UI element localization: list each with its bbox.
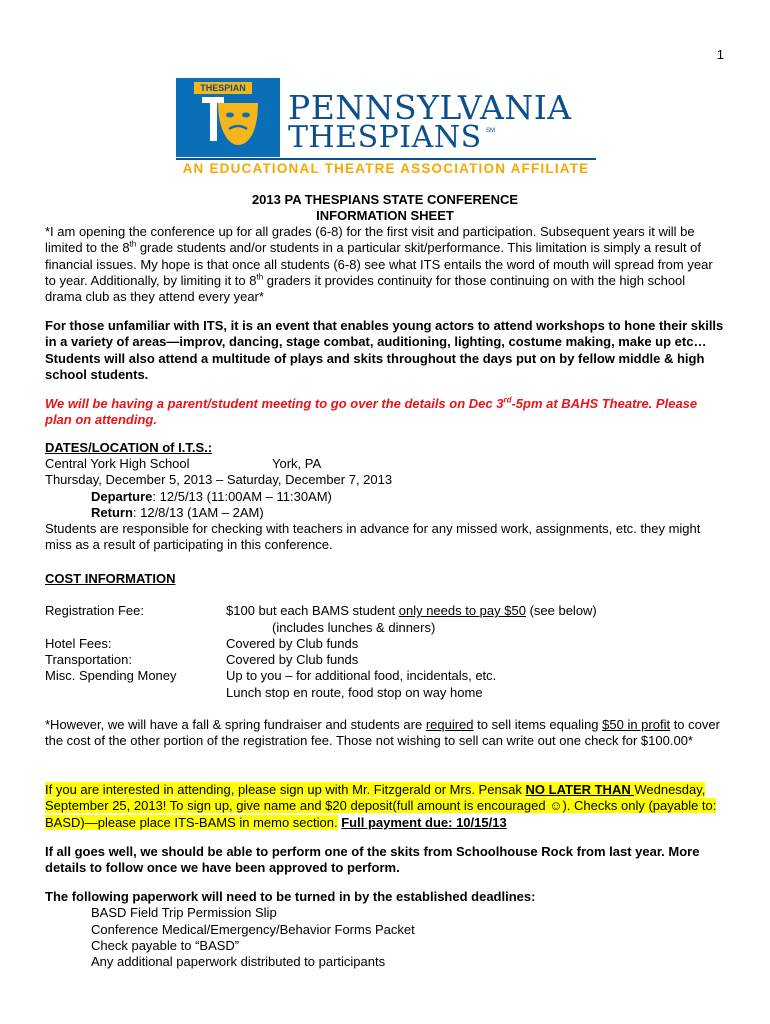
its-description-paragraph: For those unfamiliar with ITS, it is an event that enables young actors to attend workshops to hone their skills in a variety of areas—improv, dancing, stage combat, auditioning, lighting, costume making, make up etc… Students will also attend a multitude of plays and skits throughout the days put on by fellow middle & high school students. bbox=[45, 318, 724, 382]
pennsylvania-thespians-logo bbox=[176, 78, 596, 178]
intro-paragraph: *I am opening the conference up for all grades (6-8) for the first visit and participation. Subsequent years it will be limited to the 8th grade students and/or students in a particular skit/performance. This limitation is simply a result of financial issues. My hope is that once all students (6-8) see what ITS entails the word of mouth will spread from year to year. Additionally, by limiting it to 8th graders it provides continuity for those continuing on with the high school drama club as they attend every year* bbox=[45, 224, 713, 305]
meeting-notice: We will be having a parent/student meeting to go over the details on Dec 3rd-5pm at BAHS Theatre. Please plan on attending. bbox=[45, 395, 698, 428]
logo-emblem bbox=[176, 78, 280, 157]
signup-paragraph: If you are interested in attending, please sign up with Mr. Fitzgerald or Mrs. Pensak NO LATER THAN Wednesday, September 25, 2013! To sign up, give name and $20 deposit(full amount is encouraged ☺). Checks only (payable to: BASD)—please place ITS-BAMS in memo section. Full payment due: 10/15/13 bbox=[45, 782, 717, 830]
full-payment-due: Full payment due: 10/15/13 bbox=[341, 814, 507, 830]
document-subtitle: INFORMATION SHEET bbox=[316, 208, 454, 223]
paperwork-item: Conference Medical/Emergency/Behavior Forms Packet bbox=[91, 922, 415, 937]
missed-work-note: Students are responsible for checking with teachers in advance for any missed work, assignments, etc. they might miss as a result of participating in this conference. bbox=[45, 521, 701, 553]
dates-heading: DATES/LOCATION of I.T.S.: bbox=[45, 440, 213, 455]
logo-affiliate-text: AN EDUCATIONAL THEATRE ASSOCIATION AFFILIATE bbox=[182, 161, 590, 176]
school-city: York, PA bbox=[272, 456, 322, 471]
transport-label: Transportation: bbox=[45, 652, 132, 667]
return-line: Return: 12/8/13 (1AM – 2AM) bbox=[91, 505, 264, 520]
registration-includes: (includes lunches & dinners) bbox=[272, 620, 436, 635]
paperwork-item: Any additional paperwork distributed to participants bbox=[91, 954, 386, 969]
logo-trademark: SM bbox=[486, 128, 495, 134]
transport-value: Covered by Club funds bbox=[226, 652, 359, 667]
dates-range: Thursday, December 5, 2013 – Saturday, December 7, 2013 bbox=[45, 472, 393, 487]
theatre-masks-icon bbox=[198, 89, 260, 153]
logo-title-line2: THESPIANS bbox=[288, 120, 482, 155]
logo-divider bbox=[176, 158, 596, 160]
fundraiser-paragraph: *However, we will have a fall & spring fundraiser and students are required to sell items equaling $50 in profit to cover the cost of the other portion of the registration fee. Those not wishing to sell can write out one check for $100.00* bbox=[45, 717, 720, 749]
paperwork-item: Check payable to “BASD” bbox=[91, 938, 240, 953]
misc-label: Misc. Spending Money bbox=[45, 668, 177, 683]
paperwork-heading: The following paperwork will need to be turned in by the established deadlines: bbox=[45, 889, 536, 904]
hotel-value: Covered by Club funds bbox=[226, 636, 359, 651]
logo-title-line1: PENNSYLVANIA bbox=[288, 88, 572, 127]
registration-label: Registration Fee: bbox=[45, 603, 144, 618]
page-number: 1 bbox=[716, 47, 724, 62]
registration-value: $100 but each BAMS student only needs to pay $50 (see below) bbox=[226, 603, 597, 618]
hotel-label: Hotel Fees: bbox=[45, 636, 112, 651]
paperwork-item: BASD Field Trip Permission Slip bbox=[91, 905, 277, 920]
skits-paragraph: If all goes well, we should be able to perform one of the skits from Schoolhouse Rock from last year. More details to follow once we have been approved to perform. bbox=[45, 844, 700, 876]
document-title: 2013 PA THESPIANS STATE CONFERENCE bbox=[251, 192, 519, 207]
misc-value-2: Lunch stop en route, food stop on way home bbox=[226, 685, 483, 700]
departure-line: Departure: 12/5/13 (11:00AM – 11:30AM) bbox=[91, 489, 332, 504]
misc-value: Up to you – for additional food, incidentals, etc. bbox=[226, 668, 497, 683]
cost-heading: COST INFORMATION bbox=[45, 571, 176, 586]
logo-badge: THESPIAN bbox=[194, 82, 252, 94]
school-name: Central York High School bbox=[45, 456, 190, 471]
